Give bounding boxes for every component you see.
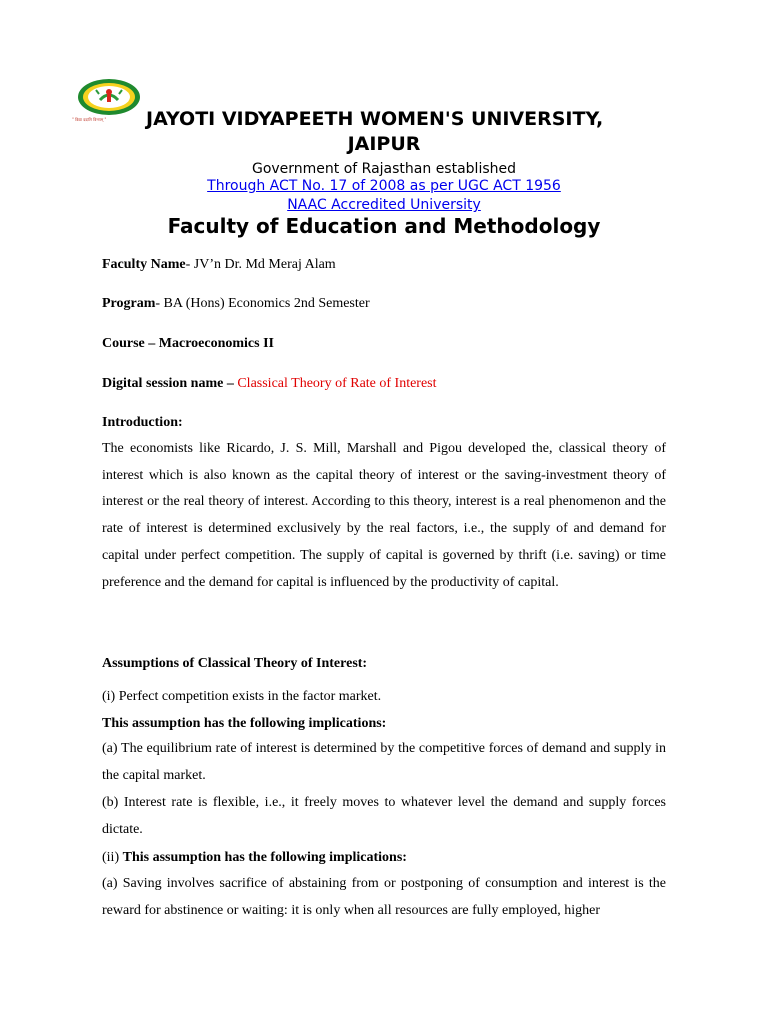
- faculty-name-label: Faculty Name: [102, 257, 186, 272]
- program-label: Program: [102, 296, 156, 311]
- act-link[interactable]: Through ACT No. 17 of 2008 as per UGC ACT 1956: [207, 178, 561, 194]
- assumption-item-2a: (a) Saving involves sacrifice of abstaining from or postponing of consumption and interest is the reward for abstinence or waiting: it is only when all resources are fully employed, higher: [102, 876, 666, 918]
- introduction-heading: Introduction:: [102, 415, 183, 430]
- course-line: [102, 335, 666, 353]
- introduction-text: The economists like Ricardo, J. S. Mill, Marshall and Pigou developed the, classical theory of interest which is also known as the capital theory of interest or the saving-investment theory of interest or the real theory of interest. According to this theory, interest is a real phenomenon and the rate of interest is determined exclusively by the real factors, i.e., the supply of and demand for capital under perfect competition. The supply of capital is governed by thrift (i.e. saving) or time preference and the demand for capital is influenced by the productivity of capital.: [102, 441, 666, 590]
- assumption-item-1: (i) Perfect competition exists in the factor market.: [102, 689, 382, 704]
- naac-line: [0, 196, 768, 214]
- course-label: Course – Macroeconomics II: [102, 336, 274, 351]
- logo-motto: " विद्या ददाति विनयम् ": [72, 117, 107, 122]
- session-value: Classical Theory of Rate of Interest: [237, 376, 437, 391]
- university-name: JAYOTI VIDYAPEETH WOMEN'S UNIVERSITY,: [146, 108, 604, 130]
- implications-heading-2: This assumption has the following implications:: [122, 850, 407, 865]
- faculty-name-line: [102, 256, 666, 274]
- faculty-name-value: - JV’n Dr. Md Meraj Alam: [185, 257, 336, 272]
- act-line: [0, 177, 768, 195]
- assumption-item-2-prefix: (ii): [102, 850, 123, 865]
- assumption-item-1b: (b) Interest rate is flexible, i.e., it freely moves to whatever level the demand and supply forces dictate.: [102, 795, 666, 837]
- program-line: [102, 295, 666, 313]
- assumption-item-2: [102, 844, 666, 871]
- assumptions-heading: Assumptions of Classical Theory of Interest:: [102, 656, 368, 671]
- naac-link[interactable]: NAAC Accredited University: [287, 197, 481, 213]
- implications-heading-1: This assumption has the following implications:: [102, 716, 387, 731]
- assumption-item-1a: (a) The equilibrium rate of interest is determined by the competitive forces of demand and supply in the capital market.: [102, 741, 666, 783]
- university-city: JAIPUR: [347, 133, 421, 155]
- session-line: [102, 375, 666, 393]
- faculty-heading: Faculty of Education and Methodology: [167, 214, 601, 238]
- government-text: Government of Rajasthan established: [251, 161, 517, 177]
- session-label: Digital session name –: [102, 376, 238, 391]
- program-value: - BA (Hons) Economics 2nd Semester: [155, 296, 370, 311]
